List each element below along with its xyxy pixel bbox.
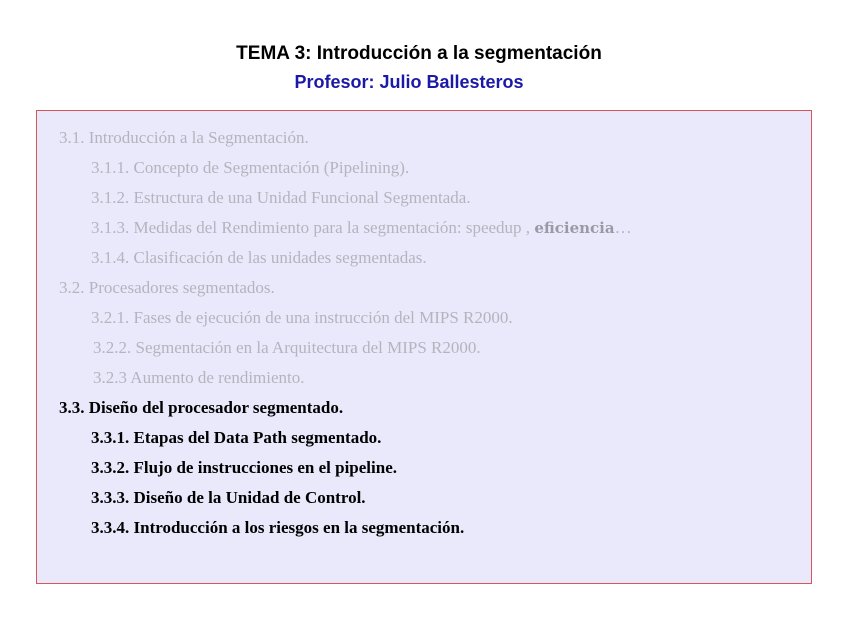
outline-panel (36, 110, 812, 584)
outline-item-3-1-1: 3.1.1. Concepto de Segmentación (Pipelining). (91, 158, 410, 177)
outline-item-3-3-2: 3.3.2. Flujo de instrucciones en el pipeline. (91, 458, 397, 477)
outline-item-text: 3.1.3. Medidas del Rendimiento para la segmentación: speedup , (91, 218, 535, 237)
outline-item-emphasis: eficiencia (534, 219, 615, 237)
outline-item-3-3-3: 3.3.3. Diseño de la Unidad de Control. (91, 488, 366, 507)
outline-item-3-2-1: 3.2.1. Fases de ejecución de una instrucción del MIPS R2000. (91, 308, 513, 327)
outline-item-3-1-2: 3.1.2. Estructura de una Unidad Funcional Segmentada. (91, 188, 471, 207)
outline-item-ellipsis: … (614, 218, 632, 237)
outline-item-3-3: 3.3. Diseño del procesador segmentado. (59, 398, 344, 417)
outline-item-3-3-1: 3.3.1. Etapas del Data Path segmentado. (91, 428, 382, 447)
outline-item-3-2: 3.2. Procesadores segmentados. (59, 278, 275, 297)
outline-item-3-1-4: 3.1.4. Clasificación de las unidades segmentadas. (91, 248, 427, 267)
professor-name: Profesor: Julio Ballesteros (294, 72, 524, 92)
outline-item-3-2-3: 3.2.3 Aumento de rendimiento. (93, 368, 305, 387)
outline-item-3-2-2: 3.2.2. Segmentación en la Arquitectura del MIPS R2000. (93, 338, 481, 357)
topic-outline (59, 123, 801, 543)
outline-item-3-1-3 (59, 213, 801, 243)
outline-item-3-3-4: 3.3.4. Introducción a los riesgos en la segmentación. (91, 518, 465, 537)
slide-title: TEMA 3: Introducción a la segmentación (236, 43, 602, 64)
slide-header (0, 40, 848, 94)
outline-item-3-1: 3.1. Introducción a la Segmentación. (59, 128, 309, 147)
